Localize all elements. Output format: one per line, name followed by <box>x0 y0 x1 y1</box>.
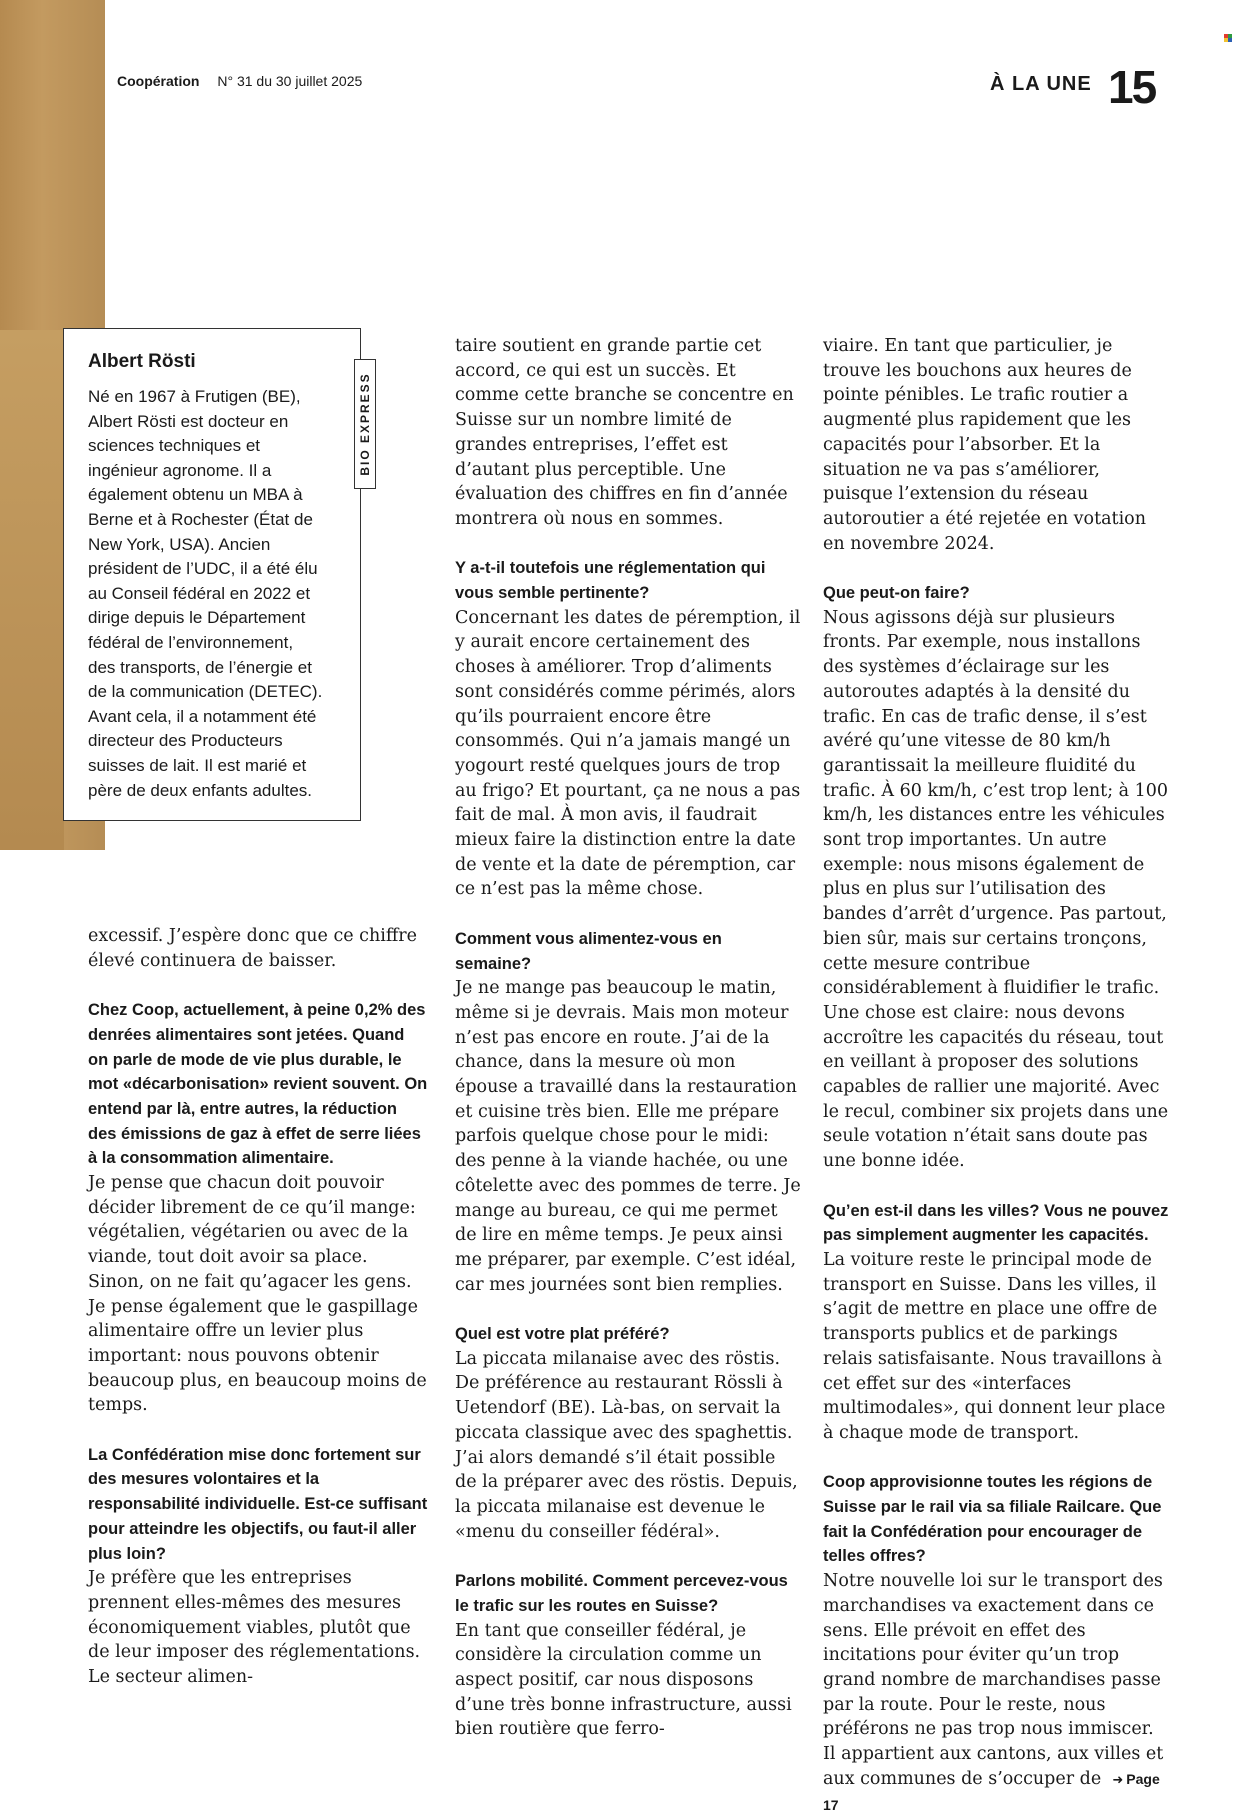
issue-info: N° 31 du 30 juillet 2025 <box>217 73 363 89</box>
col3-intro: viaire. En tant que particulier, je trouve les bouchons aux heures de pointe pénibles. Le trafic routier a augmenté plus rapidement que les capacités pour l’absorber. Et la situation ne va pas s’améliorer, puisque l’extension du réseau autoroutier a été rejetée en votation en novembre 2024. <box>823 336 1146 554</box>
col2-question-3: Quel est votre plat préféré? <box>455 1325 670 1344</box>
page-header <box>117 73 362 89</box>
column-1 <box>88 924 428 1690</box>
col3-question-1: Que peut-on faire? <box>823 584 970 603</box>
column-2 <box>455 334 801 1742</box>
col2-intro: taire soutient en grande partie cet accord, ce qui est un succès. Et comme cette branche se concentre en Suisse sur un nombre limité de grandes entreprises, l’effet est d’autant plus perceptible. Une évaluation des chiffres en fin d’année montrera où nous en sommes. <box>455 336 794 529</box>
col3-answer-3 <box>823 1569 1169 1818</box>
bio-text: Né en 1967 à Frutigen (BE), Albert Rösti est docteur en sciences techniques et ingénieur agronome. Il a également obtenu un MBA à Berne et à Rochester (État de New York, USA). Ancien président de l’UDC, il a été élu au Conseil fédéral en 2022 et dirige depuis le Département fédéral de l’environnement, des transports, de l’énergie et de la communication (DETEC). Avant cela, il a notamment été directeur des Producteurs suisses de lait. Il est marié et père de deux enfants adultes. <box>88 387 323 800</box>
bio-tag-label: BIO EXPRESS <box>358 372 372 476</box>
col2-answer-3: La piccata milanaise avec des röstis. De préférence au restaurant Rössli à Uetendorf (BE). Là-bas, on servait la piccata classique avec des spaghettis. J’ai alors demandé s’il était possible de la préparer avec des röstis. Depuis, la piccata milanaise est devenue le «menu du conseiller fédéral». <box>455 1348 798 1542</box>
col3-answer-1: Nous agissons déjà sur plusieurs fronts. Par exemple, nous installons des systèmes d’éclairage sur les autoroutes adaptés à la densité du trafic. En cas de trafic dense, il s’est avéré qu’une vitesse de 80 km/h garantissait la meilleure fluidité du trafic. À 60 km/h, c’est trop lent; à 100 km/h, les distances entre les véhicules sont trop importantes. Un autre exemple: nous misons également de plus en plus sur l’utilisation des bandes d’arrêt d’urgence. Pas partout, bien sûr, mais sur certains tronçons, cette mesure contribue considérablement à fluidifier le trafic. Une chose est claire: nous devons accroître les capacités du réseau, tout en veillant à proposer des solutions capables de rallier une majorité. Avec le recul, combiner six projets dans une seule votation n’était sans doute pas une bonne idée. <box>823 607 1169 1172</box>
col1-answer-1: Je pense que chacun doit pouvoir décider librement de ce qu’il mange: végétalien, végétarien ou avec de la viande, tout doit avoir sa place. Sinon, on ne fait qu’agacer les gens. Je pense également que le gaspillage alimentaire offre un levier plus important: nous pouvons obtenir beaucoup plus, en beaucoup moins de temps. <box>88 1173 427 1416</box>
col1-question-2: La Confédération mise donc fortement sur des mesures volontaires et la responsabilité individuelle. Est-ce suffisant pour atteindre les objectifs, ou faut-il aller plus loin? <box>88 1445 428 1563</box>
col3-answer-3-text: Notre nouvelle loi sur le transport des marchandises va exactement dans ce sens. Elle prévoit en effet des incitations pour éviter qu’un trop grand nombre de marchandises passe par la route. Pour le reste, nous préférons ne pas trop nous immiscer. Il appartient aux cantons, aux villes et aux communes de s’occuper de <box>823 1571 1164 1789</box>
col2-answer-1: Concernant les dates de péremption, il y aurait encore certainement des choses à améliorer. Trop d’aliments sont considérés comme périmés, alors qu’ils pourraient encore être consommés. Qui n’a jamais mangé un yogourt resté quelques jours de trop au frigo? Et pourtant, ça ne nous a pas fait de mal. À mon avis, il faudrait mieux faire la distinction entre la date de vente et la date de péremption, car ce n’est pas la même chose. <box>455 607 801 900</box>
col2-question-1: Y a-t-il toutefois une réglementation qui vous semble pertinente? <box>455 559 766 603</box>
bio-box <box>63 328 372 821</box>
col1-question-1: Chez Coop, actuellement, à peine 0,2% des denrées alimentaires sont jetées. Quand on parle de mode de vie plus durable, le mot «décarbonisation» revient souvent. On entend par là, entre autres, la réduction des émissions de gaz à effet de serre liées à la consommation alimentaire. <box>88 1001 428 1168</box>
col2-question-2: Comment vous alimentez-vous en semaine? <box>455 929 722 973</box>
col3-answer-2: La voiture reste le principal mode de transport en Suisse. Dans les villes, il s’agit de mettre en place une offre de transports publics et de parkings relais satisfaisante. Nous travaillons à cet effet sur des «interfaces multimodales», qui donnent leur place à chaque mode de transport. <box>823 1249 1166 1443</box>
section-label: À LA UNE <box>990 73 1092 95</box>
col3-question-3: Coop approvisionne toutes les régions de Suisse par le rail via sa filiale Railcare. Que fait la Confédération pour encourager de telles offres? <box>823 1473 1162 1566</box>
bio-tag <box>354 359 376 489</box>
page-number: 15 <box>1108 61 1156 113</box>
col1-answer-2: Je préfère que les entreprises prennent elles-mêmes des mesures économiquement viables, plutôt que de leur imposer des réglementations. Le secteur alimen- <box>88 1568 421 1688</box>
bio-name: Albert Rösti <box>88 351 196 372</box>
magazine-brand: Coopération <box>117 73 200 89</box>
col3-question-2: Qu’en est-il dans les villes? Vous ne pouvez pas simplement augmenter les capacités. <box>823 1201 1169 1245</box>
column-3 <box>823 334 1169 1818</box>
background-photo-detail <box>0 330 64 850</box>
arrow-right-icon: ➜ <box>1112 1772 1124 1788</box>
col2-answer-2: Je ne mange pas beaucoup le matin, même si je devrais. Mais mon moteur n’est pas encore en route. J’ai de la chance, dans la mesure où mon épouse a travaillé dans la restauration et cuisine très bien. Elle me prépare parfois quelque chose pour le midi: des penne à la viande hachée, ou une côtelette avec des pommes de terre. Je mange au bureau, ce qui me permet de lire en même temps. Je peux ainsi me préparer, par exemple. C’est idéal, car mes journées sont bien remplies. <box>455 978 801 1295</box>
color-mark-icon <box>1224 34 1232 42</box>
col2-answer-4: En tant que conseiller fédéral, je considère la circulation comme un aspect positif, car nous disposons d’une très bonne infrastructure, aussi bien routière que ferro- <box>455 1620 792 1740</box>
col2-question-4: Parlons mobilité. Comment percevez-vous le trafic sur les routes en Suisse? <box>455 1572 788 1615</box>
continued-page: Page 17 <box>823 1770 1160 1814</box>
col1-intro: excessif. J’espère donc que ce chiffre élevé continuera de baisser. <box>88 926 417 971</box>
